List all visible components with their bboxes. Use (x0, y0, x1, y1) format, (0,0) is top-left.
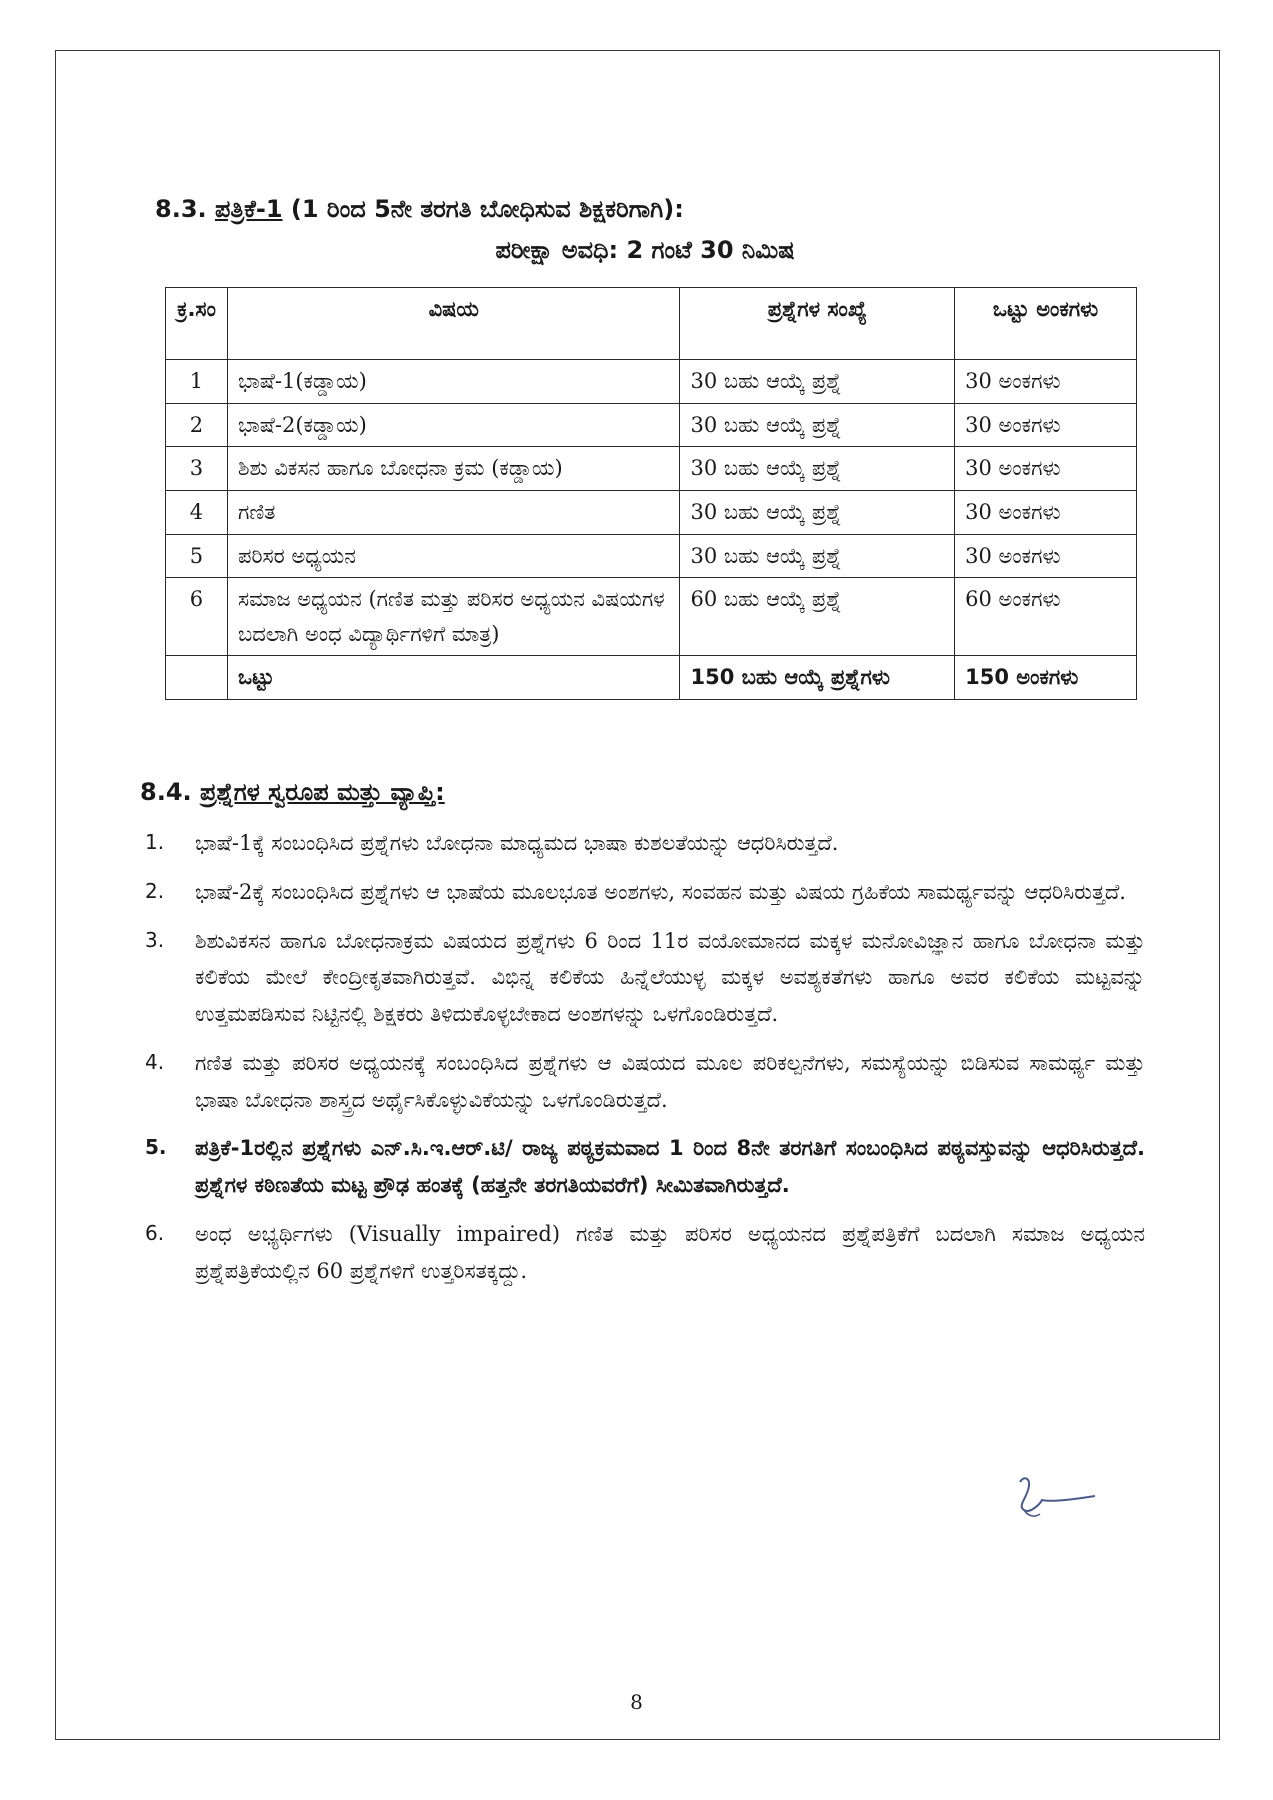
cell-marks: 30 ಅಂಕಗಳು (955, 403, 1137, 447)
cell-marks: 60 ಅಂಕಗಳು (955, 578, 1137, 656)
list-item: 5. ಪತ್ರಿಕೆ-1ರಲ್ಲಿನ ಪ್ರಶ್ನೆಗಳು ಎನ್.ಸಿ.ಇ.ಆರ್.ಟಿ/ ರಾಜ್ಯ ಪಠ್ಯಕ್ರಮವಾದ 1 ರಿಂದ 8ನೇ ತರಗತಿಗೆ ಸಂಬಂಧಿಸಿದ ಪಠ್ಯವಸ್ತುವನ್ನು ಆಧರಿಸಿರುತ್ತದೆ. ಪ್ರಶ್ನೆಗಳ ಕಠಿಣತೆಯ ಮಟ್ಟ ಪ್ರೌಢ ಹಂತಕ್ಕೆ (ಹತ್ತನೇ ತರಗತಿಯವರೆಗೆ) ಸೀಮಿತವಾಗಿರುತ್ತದೆ. (145, 1135, 1145, 1197)
cell-questions: 30 ಬಹು ಆಯ್ಕೆ ಪ್ರಶ್ನೆ (680, 360, 955, 404)
cell-serial: 4 (166, 490, 228, 534)
cell-serial: 2 (166, 403, 228, 447)
cell-serial: 3 (166, 447, 228, 491)
list-item: 3. ಶಿಶುವಿಕಸನ ಹಾಗೂ ಬೋಧನಾಕ್ರಮ ವಿಷಯದ ಪ್ರಶ್ನೆಗಳು 6 ರಿಂದ 11ರ ವಯೋಮಾನದ ಮಕ್ಕಳ ಮನೋವಿಜ್ಞಾನ ಹಾಗೂ ಬೋಧನಾ ಮತ್ತು ಕಲಿಕೆಯ ಮೇಲೆ ಕೇಂದ್ರೀಕೃತವಾಗಿರುತ್ತವೆ. ವಿಭಿನ್ನ ಕಲಿಕೆಯ ಹಿನ್ನೆಲೆಯುಳ್ಳ ಮಕ್ಕಳ ಅವಶ್ಯಕತೆಗಳು ಹಾಗೂ ಅವರ ಕಲಿಕೆಯ ಮಟ್ಟವನ್ನು ಉತ್ತಮಪಡಿಸುವ ನಿಟ್ಟಿನಲ್ಲಿ ಶಿಕ್ಷಕರು ತಿಳಿದುಕೊಳ್ಳಬೇಕಾದ ಅಂಶಗಳನ್ನು ಒಳಗೊಂಡಿರುತ್ತದೆ. (145, 927, 1145, 1026)
cell-total-label: ಒಟ್ಟು (227, 656, 679, 700)
paper-1-label: ಪತ್ರಿಕೆ-1 (215, 195, 283, 223)
cell-marks: 30 ಅಂಕಗಳು (955, 490, 1137, 534)
list-item: 1. ಭಾಷೆ-1ಕ್ಕೆ ಸಂಬಂಧಿಸಿದ ಪ್ರಶ್ನೆಗಳು ಬೋಧನಾ ಮಾಧ್ಯಮದ ಭಾಷಾ ಕುಶಲತೆಯನ್ನು ಆಧರಿಸಿರುತ್ತದೆ. (145, 830, 839, 855)
section-8-4-title (140, 778, 445, 806)
cell-marks: 30 ಅಂಕಗಳು (955, 360, 1137, 404)
marks-table (165, 287, 1137, 700)
list-item: 6. ಅಂಧ ಅಭ್ಯರ್ಥಿಗಳು (Visually impaired) ಗಣಿತ ಮತ್ತು ಪರಿಸರ ಅಧ್ಯಯನದ ಪ್ರಶ್ನೆಪತ್ರಿಕೆಗೆ ಬದಲಾಗಿ ಸಮಾಜ ಅಧ್ಯಯನ ಪ್ರಶ್ನೆಪತ್ರಿಕೆಯಲ್ಲಿನ 60 ಪ್ರಶ್ನೆಗಳಿಗೆ ಉತ್ತರಿಸತಕ್ಕದ್ದು. (145, 1220, 1145, 1283)
table-row (166, 403, 1137, 447)
cell-marks: 30 ಅಂಕಗಳು (955, 447, 1137, 491)
header-questions: ಪ್ರಶ್ನೆಗಳ ಸಂಖ್ಯೆ (680, 288, 955, 360)
cell-subject: ಭಾಷೆ-2(ಕಡ್ಡಾಯ) (227, 403, 679, 447)
page-number: 8 (630, 1690, 643, 1714)
list-item: 2. ಭಾಷೆ-2ಕ್ಕೆ ಸಂಬಂಧಿಸಿದ ಪ್ರಶ್ನೆಗಳು ಆ ಭಾಷೆಯ ಮೂಲಭೂತ ಅಂಶಗಳು, ಸಂವಹನ ಮತ್ತು ವಿಷಯ ಗ್ರಹಿಕೆಯ ಸಾಮರ್ಥ್ಯವನ್ನು ಆಧರಿಸಿರುತ್ತದೆ. (145, 878, 1126, 904)
cell-questions: 30 ಬಹು ಆಯ್ಕೆ ಪ್ರಶ್ನೆ (680, 447, 955, 491)
table-header-row (166, 288, 1137, 360)
table-row (166, 578, 1137, 656)
section-8-3-number: 8.3. (155, 195, 207, 223)
cell-questions: 30 ಬಹು ಆಯ್ಕೆ ಪ್ರಶ್ನೆ (680, 403, 955, 447)
cell-marks: 30 ಅಂಕಗಳು (955, 534, 1137, 578)
cell-serial: 6 (166, 578, 228, 656)
table-row (166, 360, 1137, 404)
list-item: 4. ಗಣಿತ ಮತ್ತು ಪರಿಸರ ಅಧ್ಯಯನಕ್ಕೆ ಸಂಬಂಧಿಸಿದ ಪ್ರಶ್ನೆಗಳು ಆ ವಿಷಯದ ಮೂಲ ಪರಿಕಲ್ಪನೆಗಳು, ಸಮಸ್ಯೆಯನ್ನು ಬಿಡಿಸುವ ಸಾಮರ್ಥ್ಯ ಮತ್ತು ಭಾಷಾ ಬೋಧನಾ ಶಾಸ್ತ್ರದ ಅರ್ಥೈಸಿಕೊಳ್ಳುವಿಕೆಯನ್ನು ಒಳಗೊಂಡಿರುತ್ತದೆ. (145, 1049, 1145, 1112)
table-row (166, 490, 1137, 534)
cell-total-marks: 150 ಅಂಕಗಳು (955, 656, 1137, 700)
cell-serial: 5 (166, 534, 228, 578)
table-row (166, 534, 1137, 578)
cell-total-questions: 150 ಬಹು ಆಯ್ಕೆ ಪ್ರಶ್ನೆಗಳು (680, 656, 955, 700)
cell-questions: 30 ಬಹು ಆಯ್ಕೆ ಪ್ರಶ್ನೆ (680, 534, 955, 578)
cell-subject: ಪರಿಸರ ಅಧ್ಯಯನ (227, 534, 679, 578)
cell-subject: ಗಣಿತ (227, 490, 679, 534)
signature-mark (1010, 1470, 1100, 1525)
table-row (166, 447, 1137, 491)
section-8-4-heading: ಪ್ರಶ್ನೆಗಳ ಸ್ವರೂಪ ಮತ್ತು ವ್ಯಾಪ್ತಿ: (200, 778, 445, 806)
cell-subject: ಶಿಶು ವಿಕಸನ ಹಾಗೂ ಬೋಧನಾ ಕ್ರಮ (ಕಡ್ಡಾಯ) (227, 447, 679, 491)
header-total-marks: ಒಟ್ಟು ಅಂಕಗಳು (955, 288, 1137, 360)
section-8-3-title-rest: (1 ರಿಂದ 5ನೇ ತರಗತಿ ಬೋಧಿಸುವ ಶಿಕ್ಷಕರಿಗಾಗಿ): (290, 195, 684, 223)
header-serial: ಕ್ರ.ಸಂ (166, 288, 228, 360)
cell-subject: ಸಮಾಜ ಅಧ್ಯಯನ (ಗಣಿತ ಮತ್ತು ಪರಿಸರ ಅಧ್ಯಯನ ವಿಷಯಗಳ ಬದಲಾಗಿ ಅಂಧ ವಿದ್ಯಾರ್ಥಿಗಳಿಗೆ ಮಾತ್ರ) (227, 578, 679, 656)
section-8-4-number: 8.4. (140, 778, 192, 806)
exam-duration: ಪರೀಕ್ಷಾ ಅವಧಿ: 2 ಗಂಟೆ 30 ನಿಮಿಷ (495, 236, 795, 264)
cell-questions: 30 ಬಹು ಆಯ್ಕೆ ಪ್ರಶ್ನೆ (680, 490, 955, 534)
header-subject: ವಿಷಯ (227, 288, 679, 360)
table-total-row (166, 656, 1137, 700)
question-scope-list (145, 825, 1145, 1301)
cell-serial: 1 (166, 360, 228, 404)
cell-subject: ಭಾಷೆ-1(ಕಡ್ಡಾಯ) (227, 360, 679, 404)
cell-empty (166, 656, 228, 700)
cell-questions: 60 ಬಹು ಆಯ್ಕೆ ಪ್ರಶ್ನೆ (680, 578, 955, 656)
section-8-3-title (155, 195, 1155, 223)
